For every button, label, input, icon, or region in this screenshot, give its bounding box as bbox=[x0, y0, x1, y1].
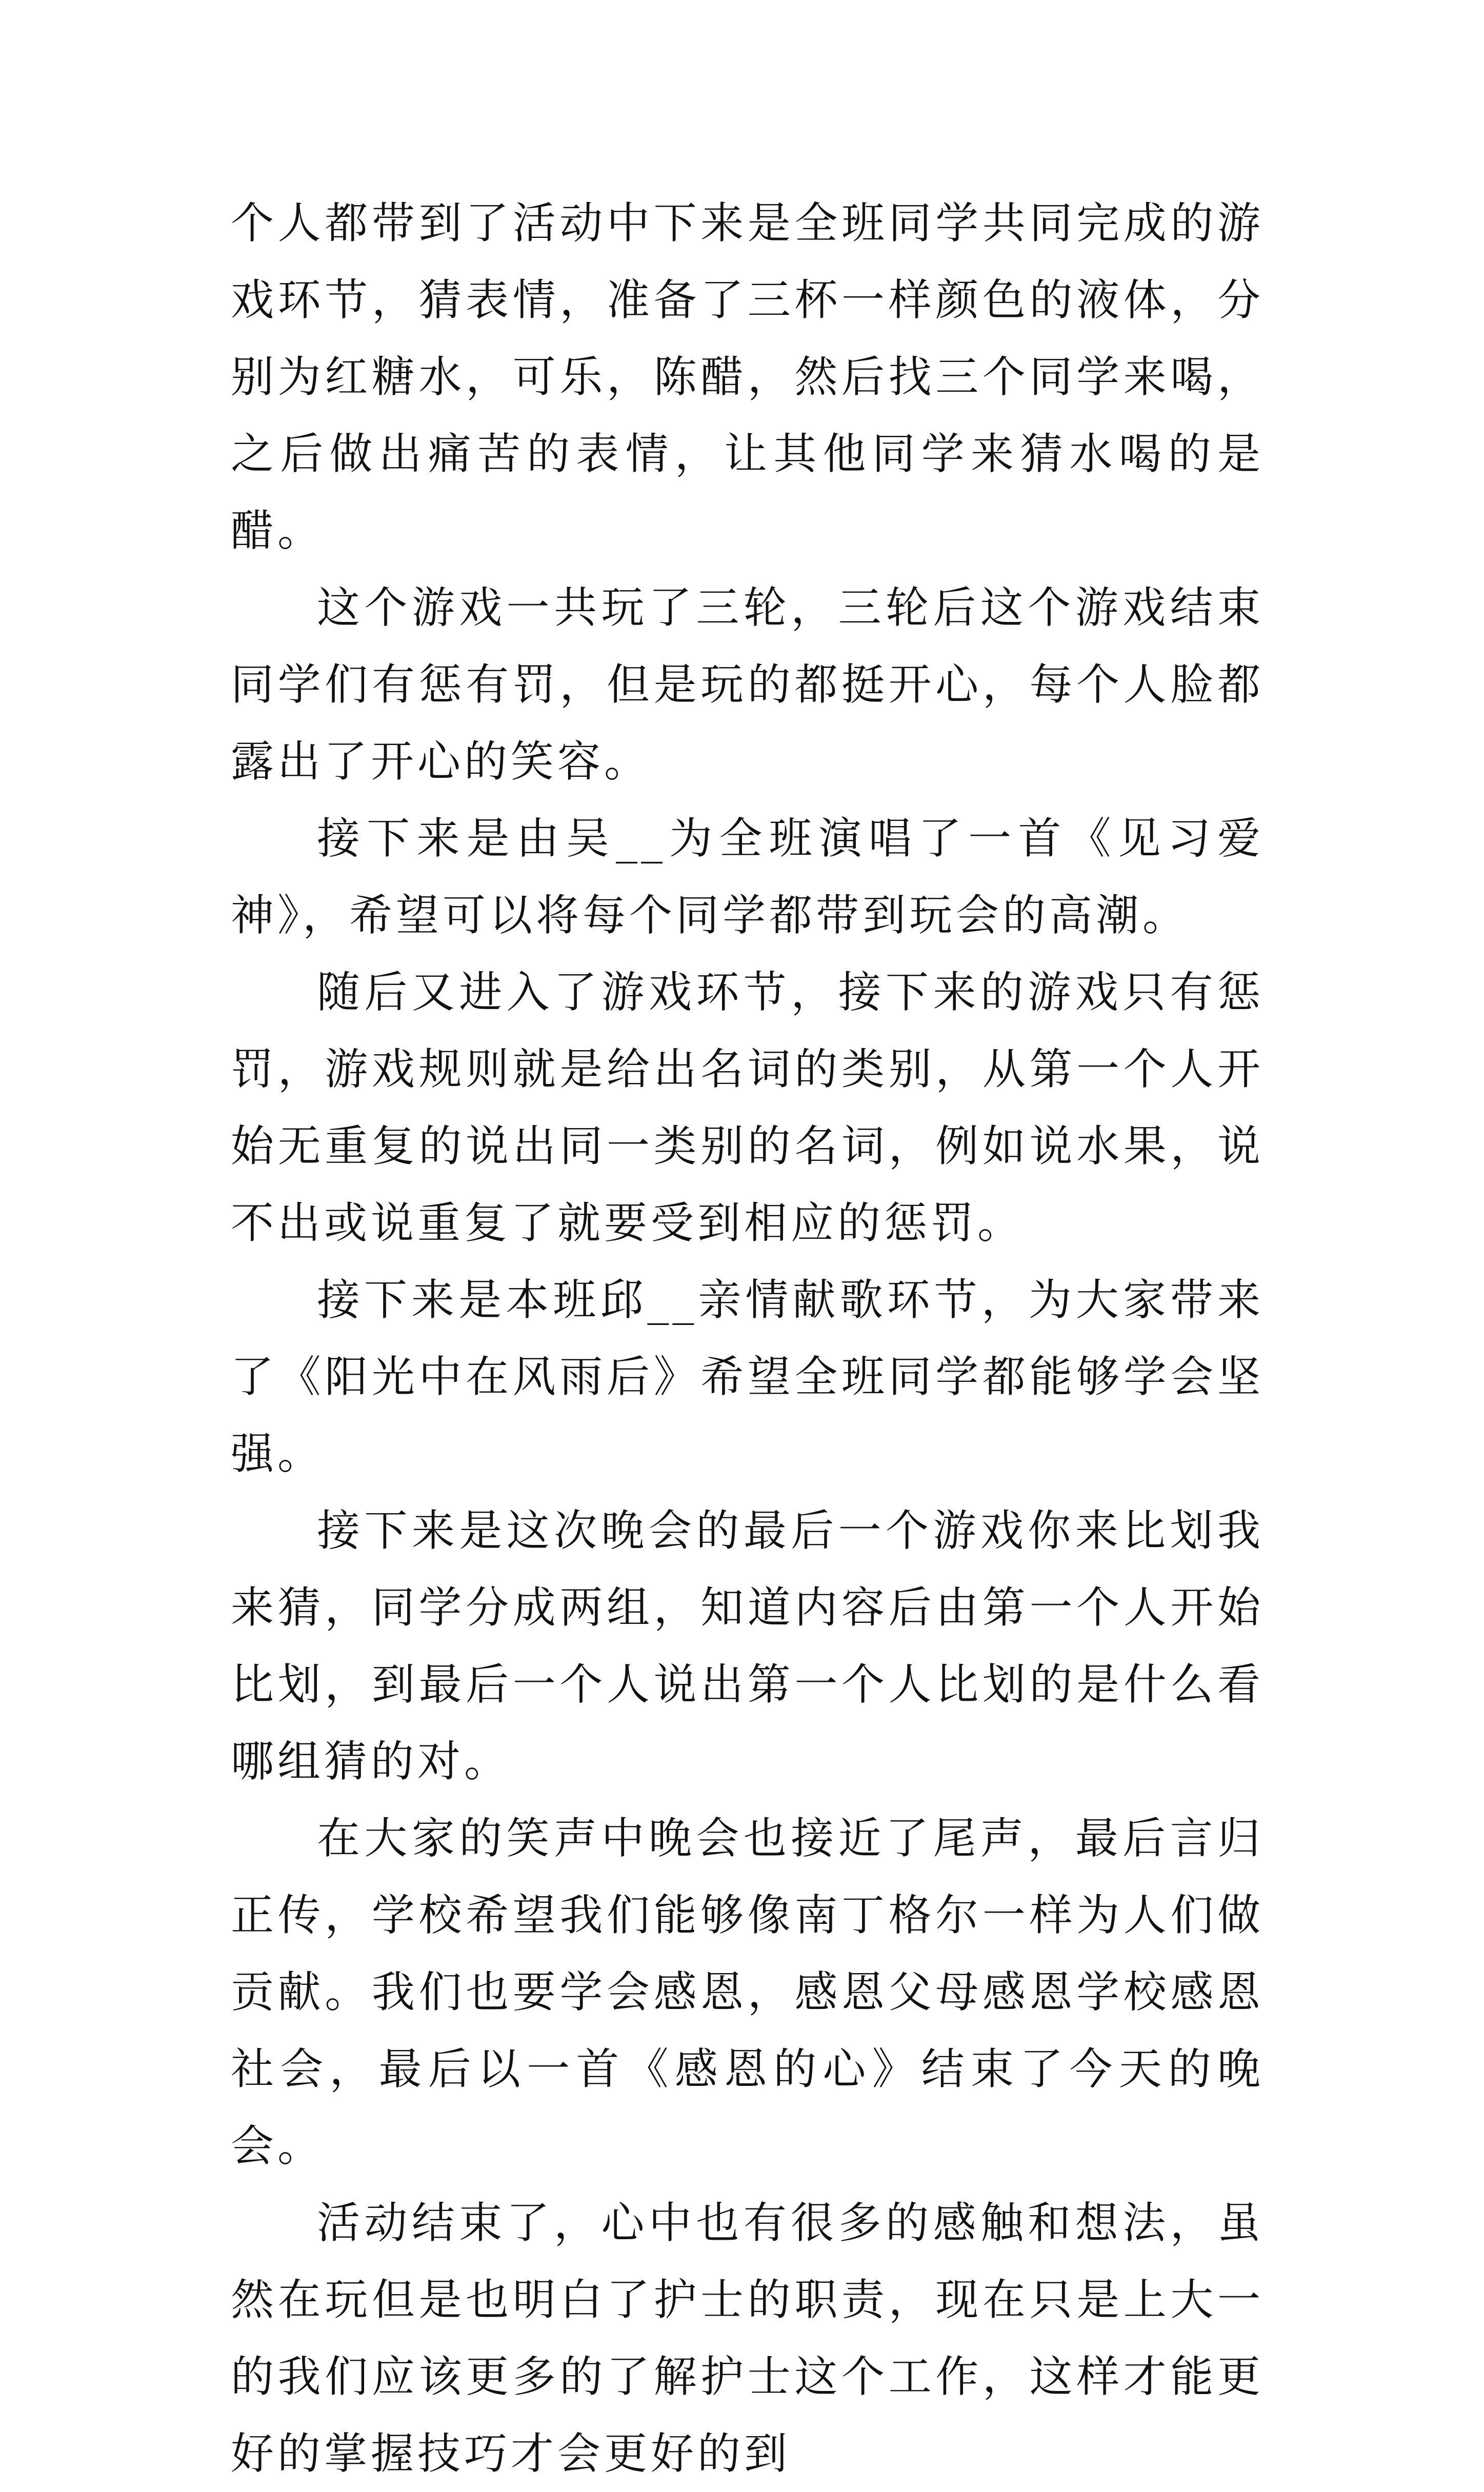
paragraph: 接下来是这次晚会的最后一个游戏你来比划我来猜，同学分成两组，知道内容后由第一个人开始比划，到最后一个人说出第一个人比划的是什么看哪组猜的对。 bbox=[231, 1505, 1264, 1786]
document-body bbox=[231, 185, 1264, 2492]
paragraph: 这个游戏一共玩了三轮，三轮后这个游戏结束同学们有惩有罚，但是玩的都挺开心，每个人脸都露出了开心的笑容。 bbox=[231, 582, 1264, 787]
paragraph: 活动结束了，心中也有很多的感触和想法，虽然在玩但是也明白了护士的职责，现在只是上大一的我们应该更多的了解护士这个工作，这样才能更好的掌握技巧才会更好的到 bbox=[231, 2198, 1264, 2479]
paragraph: 接下来是本班邱__亲情献歌环节，为大家带来了《阳光中在风雨后》希望全班同学都能够学会坚强。 bbox=[231, 1275, 1264, 1479]
paragraph: 在大家的笑声中晚会也接近了尾声，最后言归正传，学校希望我们能够像南丁格尔一样为人们做贡献。我们也要学会感恩，感恩父母感恩学校感恩社会，最后以一首《感恩的心》结束了今天的晚会。 bbox=[231, 1813, 1264, 2171]
paragraph: 随后又进入了游戏环节，接下来的游戏只有惩罚，游戏规则就是给出名词的类别，从第一个人开始无重复的说出同一类别的名词，例如说水果，说不出或说重复了就要受到相应的惩罚。 bbox=[231, 967, 1264, 1248]
paragraph: 个人都带到了活动中下来是全班同学共同完成的游戏环节，猜表情，准备了三杯一样颜色的液体，分别为红糖水，可乐，陈醋，然后找三个同学来喝，之后做出痛苦的表情，让其他同学来猜水喝的是醋。 bbox=[231, 198, 1264, 556]
paragraph: 接下来是由吴__为全班演唱了一首《见习爱神》，希望可以将每个同学都带到玩会的高潮。 bbox=[231, 813, 1264, 940]
